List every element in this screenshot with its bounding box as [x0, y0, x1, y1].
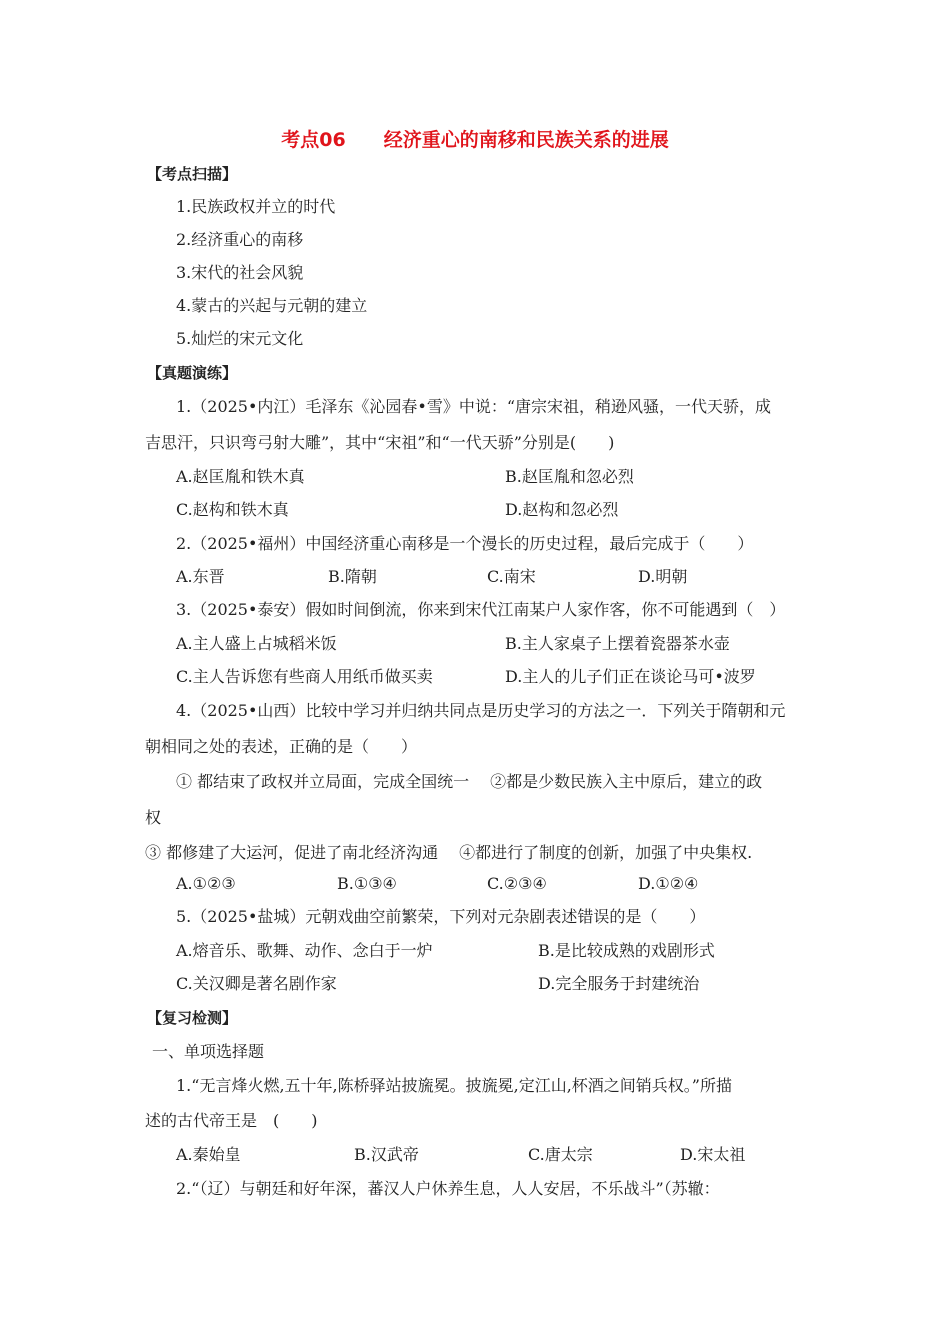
question-stem: 述的古代帝王是 ( ) — [145, 1111, 318, 1130]
option-c: C.赵构和铁木真 — [176, 500, 289, 519]
statement: 权 — [145, 808, 162, 827]
question-stem: 1.（2025•内江）毛泽东《沁园春•雪》中说：“唐宗宋祖，稍逊风骚，一代天骄，成 — [176, 397, 772, 416]
question-stem: 3.（2025•泰安）假如时间倒流，你来到宋代江南某户人家作客，你不可能遇到（ ） — [176, 600, 786, 619]
option-d: D.明朝 — [638, 567, 688, 586]
option-d: D.宋太祖 — [680, 1145, 746, 1164]
option-b: B.汉武帝 — [354, 1145, 419, 1164]
question-stem: 朝相同之处的表述，正确的是（ ） — [145, 737, 418, 756]
part-heading: 一、单项选择题 — [152, 1042, 265, 1061]
question-stem: 2.（2025•福州）中国经济重心南移是一个漫长的历史过程，最后完成于（ ） — [176, 534, 754, 553]
option-b: B.隋朝 — [328, 567, 377, 586]
question-stem: 5.（2025•盐城）元朝戏曲空前繁荣，下列对元杂剧表述错误的是（ ） — [176, 907, 706, 926]
option-c: C.关汉卿是著名剧作家 — [176, 974, 337, 993]
option-b: B.①③④ — [337, 874, 397, 893]
question-stem: 吉思汗，只识弯弓射大雕”，其中“宋祖”和“一代天骄”分别是( ) — [145, 433, 615, 452]
question-stem: 2.“（辽）与朝廷和好年深，蕃汉人户休养生息，人人安居，不乐战斗”（苏辙： — [176, 1179, 720, 1198]
option-c: C.②③④ — [487, 874, 547, 893]
section-heading-review: 【复习检测】 — [147, 1009, 238, 1027]
option-a: A.东晋 — [176, 567, 225, 586]
option-c: C.唐太宗 — [528, 1145, 593, 1164]
list-item: 2.经济重心的南移 — [176, 230, 304, 249]
option-a: A.熔音乐、歌舞、动作、念白于一炉 — [176, 941, 433, 960]
page-title: 考点06 经济重心的南移和民族关系的进展 — [281, 129, 669, 151]
option-a: A.赵匡胤和铁木真 — [176, 467, 305, 486]
statement: ① 都结束了政权并立局面，完成全国统一 ②都是少数民族入主中原后，建立的政 — [176, 772, 763, 791]
statement: ③ 都修建了大运河，促进了南北经济沟通 ④都进行了制度的创新，加强了中央集权. — [145, 843, 753, 862]
option-d: D.完全服务于封建统治 — [538, 974, 700, 993]
option-c: C.南宋 — [487, 567, 536, 586]
option-a: A.①②③ — [176, 874, 236, 893]
list-item: 4.蒙古的兴起与元朝的建立 — [176, 296, 368, 315]
section-heading-practice: 【真题演练】 — [147, 364, 238, 382]
option-d: D.主人的儿子们正在谈论马可•波罗 — [505, 667, 756, 686]
list-item: 1.民族政权并立的时代 — [176, 197, 336, 216]
option-b: B.主人家桌子上摆着瓷器茶水壶 — [505, 634, 730, 653]
option-c: C.主人告诉您有些商人用纸币做买卖 — [176, 667, 433, 686]
list-item: 5.灿烂的宋元文化 — [176, 329, 304, 348]
list-item: 3.宋代的社会风貌 — [176, 263, 304, 282]
option-b: B.赵匡胤和忽必烈 — [505, 467, 634, 486]
option-d: D.赵构和忽必烈 — [505, 500, 619, 519]
question-stem: 4.（2025•山西）比较中学习并归纳共同点是历史学习的方法之一．下列关于隋朝和元 — [176, 701, 786, 720]
option-a: A.主人盛上占城稻米饭 — [176, 634, 337, 653]
question-stem: 1.“无言烽火燃,五十年,陈桥驿站披旒冕。披旒冕,定江山,杯酒之间销兵权。”所描 — [176, 1076, 732, 1095]
option-a: A.秦始皇 — [176, 1145, 241, 1164]
option-b: B.是比较成熟的戏剧形式 — [538, 941, 715, 960]
option-d: D.①②④ — [638, 874, 699, 893]
section-heading-scan: 【考点扫描】 — [147, 165, 238, 183]
